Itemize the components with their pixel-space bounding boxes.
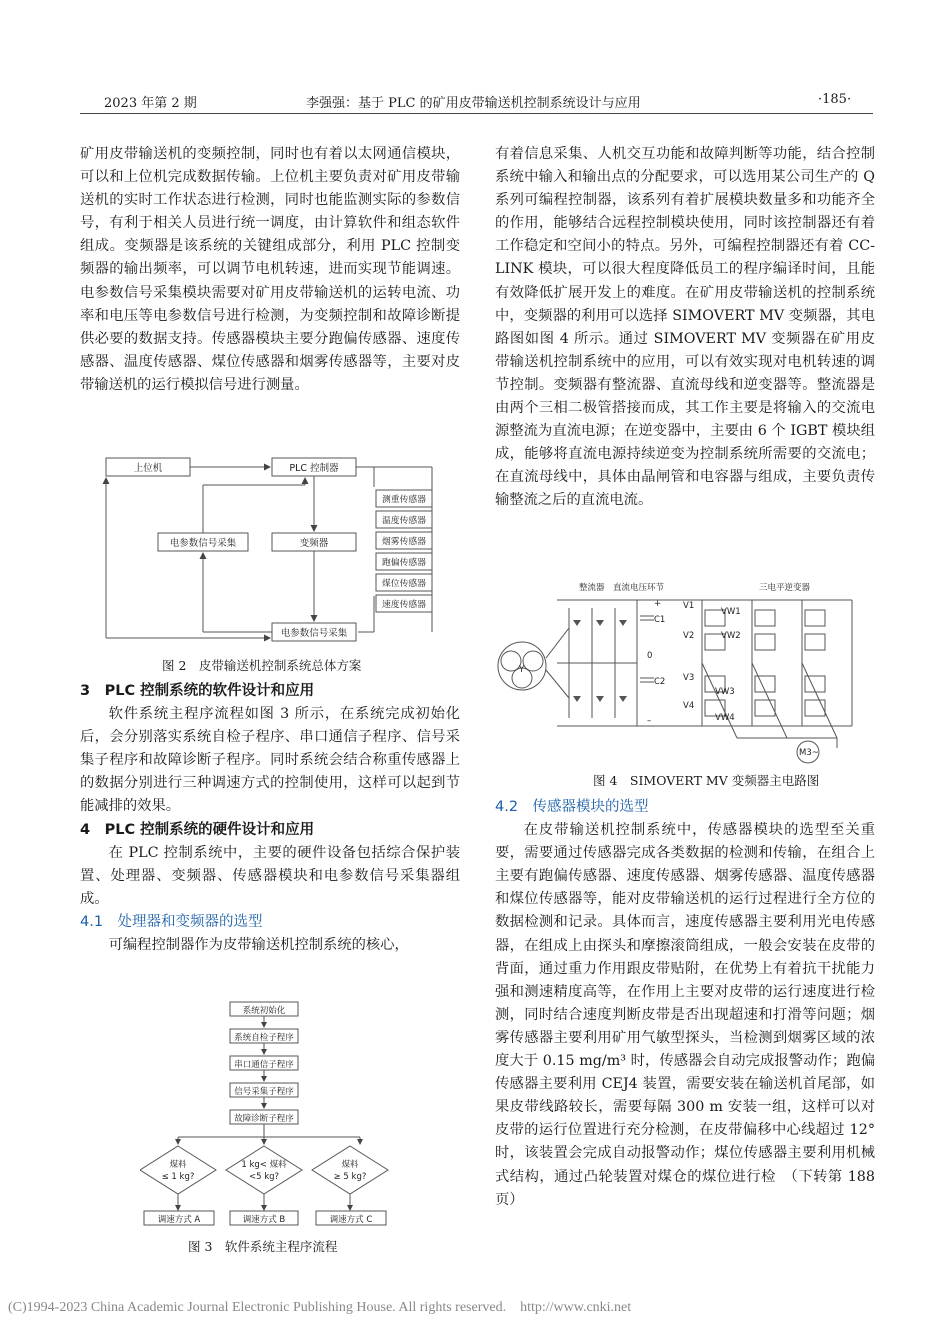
- header-title: 李强强：基于 PLC 的矿用皮带输送机控制系统设计与应用: [306, 96, 641, 111]
- left-col-top: [80, 143, 460, 397]
- section-41-paragraph: 可编程控制器作为皮带输送机控制系统的核心，: [108, 937, 409, 954]
- left-col-sections: [80, 680, 460, 957]
- section-42-paragraph: 在皮带输送机控制系统中，传感器模块的选型至关重要，需要通过传感器完成各类数据的检测和传输，在组合上主要有跑偏传感器、速度传感器、烟雾传感器、温度传感器和煤位传感器等，能对皮带输送机的运行过程进行全方位的数据检测和记录。具体而言，速度传感器主要利用光电传感器，在组成上由探头和摩擦滚筒组成，一般会安装在皮带的背面，通过重力作用跟皮带贴附，在优势上有着抗干扰能力强和测速精度高等，在作用上主要对皮带的运行速度进行检测，同时结合速度判断皮带是否出现超速和打滑等问题；烟雾传感器主要利用矿用气敏型探头，当检测到烟雾区域的浓度大于 0.15 mg/m³ 时，传感器会自动完成报警动作；跑偏传感器主要利用 CEJ4 装置，需要安装在输送机首尾部，如果皮带线路较长，需要每隔 300 m 安装一组，这样可以对皮带的运行位置进行充分检测，在皮带偏移中心线超过 12° 时，该装置会完成自动报警动作；煤位传感器主要利用机械式结构，通过凸轮装置对煤仓的煤位进行检 （下转第 188 页）: [495, 822, 875, 1208]
- fig4-inverter-label: 三电平逆变器: [759, 583, 811, 593]
- fig3-step-diagnosis: 故障诊断子程序: [234, 1114, 294, 1124]
- right-col-top: [495, 143, 875, 513]
- fig4-vw1: VW1: [721, 607, 741, 617]
- fig2-sensor-coal: 煤位传感器: [382, 579, 426, 589]
- fig3-mode-c: 调速方式 C: [329, 1215, 373, 1225]
- fig3-step-init: 系统初始化: [242, 1006, 286, 1016]
- fig4-c2: C2: [654, 677, 666, 687]
- header-page: ·185·: [818, 92, 852, 107]
- fig2-signal: 电参数信号采集: [280, 628, 348, 639]
- header-issue: 2023 年第 2 期: [104, 96, 197, 111]
- fig3-d1-line1: 煤料: [169, 1160, 187, 1170]
- right-col-section-42: [495, 796, 875, 1212]
- fig3-step-selfcheck: 系统自检子程序: [234, 1033, 294, 1043]
- right-paragraph-1: 有着信息采集、人机交互功能和故障判断等功能，结合控制系统中输入和输出点的分配要求，可以选用某公司生产的 Q 系列可编程控制器，该系列有着扩展模块数量多和功能齐全的作用，能够结合远程控制模块使用，同时该控制器还有着工作稳定和空间小的特点。另外，可编程控制器还有着 CC- LINK 模块，可以很大程度降低员工的程序编译时间，且能有效降低扩展开发上的难度。在矿用皮带输送机的控制系统中，变频器的利用可以选择 SIMOVERT MV 变频器，其电路图如图 4 所示。通过 SIMOVERT MV 变频器在矿用皮带输送机控制系统中的应用，可以有效实现对电机转速的调节控制。变频器有整流器、直流母线和逆变器等。整流器是由两个三相二极管搭接而成，其工作主要是将输入的交流电源整流为直流电源；在逆变器中，主要由 6 个 IGBT 模块组成，能够将直流电源持续逆变为控制系统所需要的交流电；在直流母线中，具体由晶闸管和电容器与组成，主要负责传输整流之后的直流电流。: [495, 146, 875, 509]
- fig2-sensor-smoke: 烟雾传感器: [382, 537, 426, 547]
- fig2-sensor-deviation: 跑偏传感器: [382, 558, 426, 568]
- fig4-c1: C1: [654, 615, 666, 625]
- footer-copyright: (C)1994-2023 China Academic Journal Electronic Publishing House. All rights reserved. http://www.cnki.net: [8, 1300, 632, 1315]
- fig3-caption: 图 3 软件系统主程序流程: [188, 1239, 338, 1254]
- fig4-v3: V3: [683, 673, 695, 683]
- header-rule: [80, 113, 873, 114]
- fig2-sensor-speed: 速度传感器: [382, 600, 426, 610]
- fig4-vw3: VW3: [715, 687, 735, 697]
- section-4-paragraph: 在 PLC 控制系统中，主要的硬件设备包括综合保护装置、处理器、变频器、传感器模块和电参数信号采集器组成。: [80, 844, 460, 907]
- fig3-d3-line2: ≥ 5 kg?: [333, 1172, 367, 1182]
- fig4-top-labels: 整流器 直流电压环节: [579, 583, 665, 593]
- fig4-plus: +: [654, 599, 662, 609]
- fig4-caption: 图 4 SIMOVERT MV 变频器主电路图: [593, 773, 820, 788]
- fig3-mode-a: 调速方式 A: [157, 1215, 201, 1225]
- section-4-title: 4 PLC 控制系统的硬件设计和应用: [80, 821, 315, 838]
- fig3-d3-line1: 煤料: [341, 1160, 359, 1170]
- fig2-plc: PLC 控制器: [289, 463, 339, 474]
- fig2-upper: 上位机: [133, 463, 163, 474]
- fig3-step-serial: 串口通信子程序: [234, 1060, 294, 1070]
- section-3-paragraph: 软件系统主程序流程如图 3 所示，在系统完成初始化后，会分别落实系统自检子程序、串口通信子程序、信号采集子程序和故障诊断子程序。同时系统会结合称重传感器上的数据分别进行三种调速方式的控制使用，这样可以起到节能减排的效果。: [80, 706, 460, 815]
- fig2-collect: 电参数信号采集: [169, 538, 237, 549]
- section-41-title: 4.1 处理器和变频器的选型: [80, 913, 263, 930]
- left-paragraph-1: 矿用皮带输送机的变频控制，同时也有着以太网通信模块，可以和上位机完成数据传输。上位机主要负责对矿用皮带输送机的实时工作状态进行检测，同时也能监测实际的参数信号，有利于相关人员进行统一调度，由计算软件和组态软件组成。变频器是该系统的关键组成部分，利用 PLC 控制变频器的输出频率，可以调节电机转速，进而实现节能调速。电参数信号采集模块需要对矿用皮带输送机的运转电流、功率和电压等电参数信号进行检测，为变频控制和故障诊断提供必要的数据支持。传感器模块主要分跑偏传感器、速度传感器、温度传感器、煤位传感器和烟雾传感器等，主要对皮带输送机的运行模拟信号进行测量。: [80, 146, 460, 393]
- fig4-vw4: VW4: [715, 713, 735, 723]
- figure-3: [140, 998, 410, 1230]
- fig2-sensor-weight: 测重传感器: [382, 495, 426, 505]
- fig2-caption: 图 2 皮带输送机控制系统总体方案: [162, 658, 362, 673]
- fig4-zero: 0: [647, 651, 653, 661]
- fig4-v2: V2: [683, 631, 695, 641]
- fig3-step-signal: 信号采集子程序: [234, 1087, 294, 1097]
- section-42-title: 4.2 传感器模块的选型: [495, 799, 649, 815]
- fig3-mode-b: 调速方式 B: [242, 1215, 286, 1225]
- section-3-title: 3 PLC 控制系统的软件设计和应用: [80, 683, 315, 699]
- figure-4: [497, 578, 875, 766]
- fig4-v4: V4: [683, 701, 695, 711]
- fig3-d1-line2: ≤ 1 kg?: [161, 1172, 195, 1182]
- fig4-v1: V1: [683, 601, 695, 611]
- fig4-motor: M3~: [799, 748, 819, 758]
- fig3-d2-line1: 1 kg< 煤料: [241, 1160, 287, 1170]
- fig4-minus: –: [647, 716, 652, 726]
- fig4-y: Y: [519, 665, 525, 675]
- fig3-d2-line2: <5 kg?: [248, 1172, 280, 1182]
- fig4-vw2: VW2: [721, 631, 741, 641]
- fig2-vfd: 变频器: [299, 538, 329, 549]
- fig2-sensor-temp: 温度传感器: [382, 516, 426, 526]
- figure-2: [100, 450, 445, 648]
